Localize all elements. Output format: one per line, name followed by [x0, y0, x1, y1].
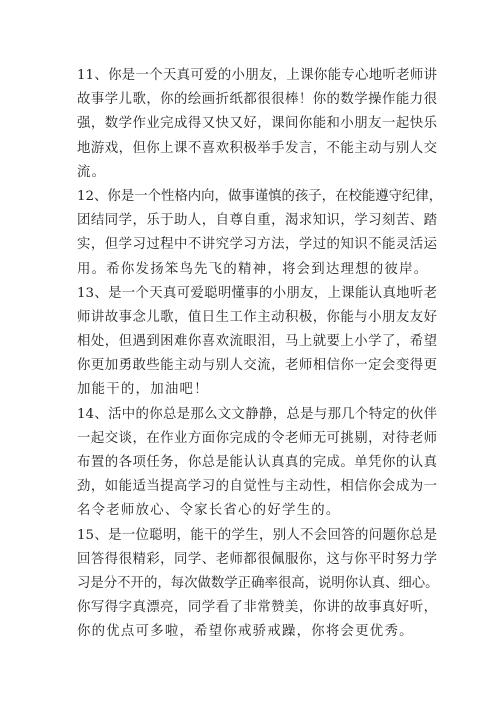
text-line: 师讲故事念儿歌，值日生工作主动积极，你能与小朋友友好	[77, 309, 437, 325]
text-line: 14、活中的你总是那么文文静静，总是与那几个特定的伙伴	[77, 406, 437, 422]
text-line: 13、是一个天真可爱聪明懂事的小朋友，上课能认真地听老	[77, 285, 437, 301]
text-line: 回答得很精彩，同学、老师都很佩服你，这与你平时努力学	[77, 551, 437, 567]
text-line: 习是分不开的，每次做数学正确率很高，说明你认真、细心。	[77, 575, 439, 591]
text-line: 12、你是一个性格内向，做事谨慎的孩子，在校能遵守纪律，	[77, 188, 443, 204]
text-line: 名令老师放心、令家长省心的好学生的。	[77, 503, 341, 519]
text-line: 一起交谈，在作业方面你完成的令老师无可挑剔，对待老师	[77, 430, 437, 446]
text-line: 15、是一位聪明，能干的学生，别人不会回答的问题你总是	[77, 527, 437, 543]
text-line: 布置的各项任务，你总是能认认真真的完成。单凭你的认真	[77, 455, 437, 470]
document-body	[77, 64, 443, 645]
text-line: 实，但学习过程中不讲究学习方法，学过的知识不能灵活运	[77, 237, 437, 253]
text-line: 你的优点可多啦，希望你戒骄戒躁，你将会更优秀。	[77, 624, 414, 640]
text-line: 11、你是一个天真可爱的小朋友，上课你能专心地听老师讲	[77, 68, 437, 83]
text-line: 团结同学，乐于助人，自尊自重，渴求知识，学习刻苦、踏	[77, 213, 437, 229]
text-line: 强，数学作业完成得又快又好，课间你能和小朋友一起快乐	[77, 116, 437, 132]
text-line: 你更加勇敢些能主动与别人交流，老师相信你一定会变得更	[77, 358, 437, 374]
text-line: 用。希你发扬笨鸟先飞的精神，将会到达理想的彼岸。	[77, 261, 429, 277]
text-line: 劲，如能适当提高学习的自觉性与主动性，相信你会成为一	[77, 479, 437, 495]
text-line: 你写得字真漂亮，同学看了非常赞美，你讲的故事真好听，	[77, 600, 437, 616]
text-line: 地游戏，但你上课不喜欢积极举手发言，不能主动与别人交	[77, 140, 437, 156]
text-line: 相处，但遇到困难你喜欢流眼泪，马上就要上小学了，希望	[77, 334, 437, 350]
text-line: 流。	[77, 164, 107, 180]
text-line: 故事学儿歌，你的绘画折纸都很很棒！你的数学操作能力很	[77, 92, 437, 108]
text-line: 加能干的，加油吧！	[77, 382, 209, 398]
